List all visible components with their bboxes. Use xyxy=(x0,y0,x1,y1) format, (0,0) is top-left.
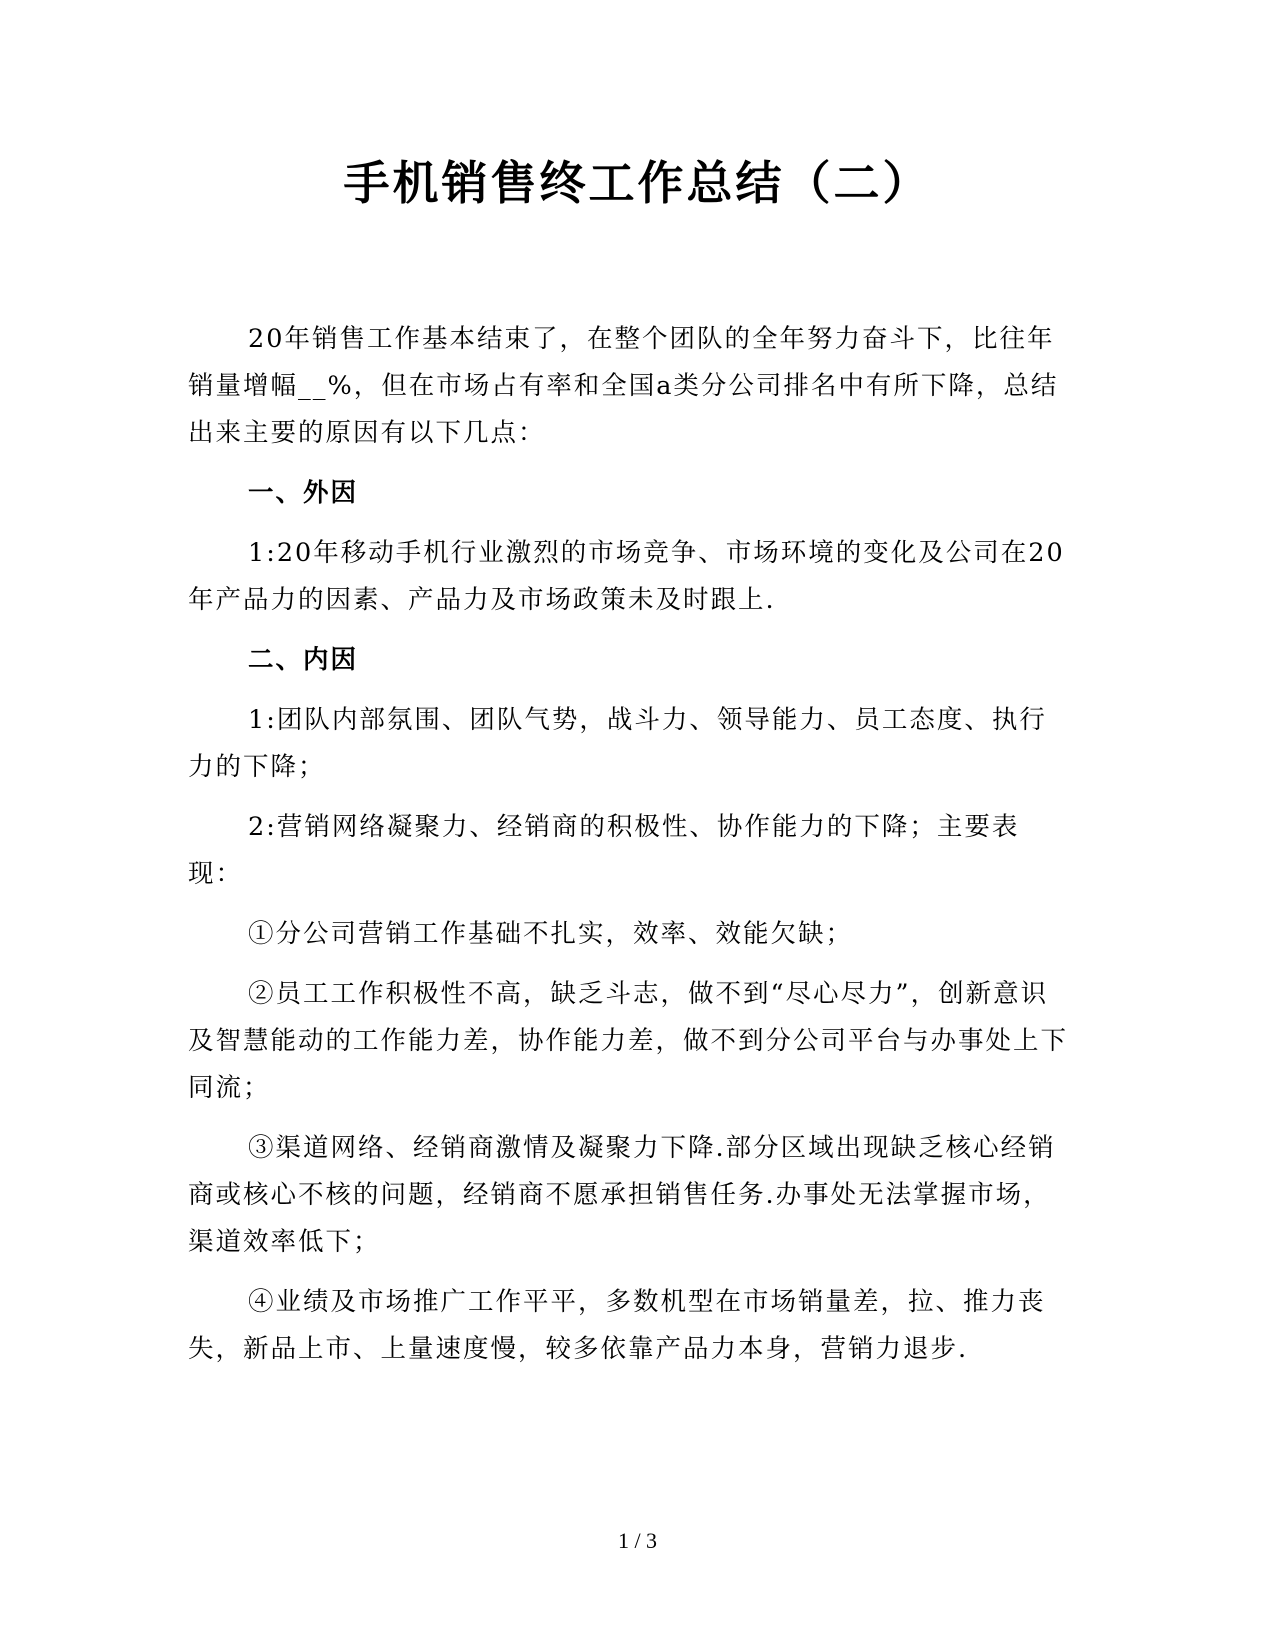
list-item-1: ①分公司营销工作基础不扎实，效率、效能欠缺； xyxy=(248,919,854,949)
internal-cause-paragraph-1: 1:团队内部氛围、团队气势，战斗力、领导能力、员工态度、执行力的下降； xyxy=(188,705,1047,782)
list-item-3: ③渠道网络、经销商激情及凝聚力下降.部分区域出现缺乏核心经销商或核心不核的问题，经销商不愿承担销售任务.办事处无法掌握市场，渠道效率低下； xyxy=(188,1133,1056,1257)
page-number: 1 / 3 xyxy=(617,1528,658,1553)
list-item-2: ②员工工作积极性不高，缺乏斗志，做不到“尽心尽力”，创新意识及智慧能动的工作能力差，协作能力差，做不到分公司平台与办事处上下同流； xyxy=(188,979,1069,1103)
section-heading-external: 一、外因 xyxy=(248,478,359,508)
section-heading-internal: 二、内因 xyxy=(248,645,359,675)
external-cause-paragraph: 1:20年移动手机行业激烈的市场竞争、市场环境的变化及公司在20年产品力的因素、产品力及市场政策未及时跟上. xyxy=(188,538,1065,615)
intro-paragraph: 20年销售工作基本结束了，在整个团队的全年努力奋斗下，比往年销量增幅__%，但在市场占有率和全国a类分公司排名中有所下降，总结出来主要的原因有以下几点： xyxy=(188,324,1059,448)
document-body xyxy=(188,316,1068,1386)
internal-cause-paragraph-2: 2:营销网络凝聚力、经销商的积极性、协作能力的下降；主要表现： xyxy=(188,812,1020,889)
list-item-4: ④业绩及市场推广工作平平，多数机型在市场销量差，拉、推力丧失，新品上市、上量速度慢，较多依靠产品力本身，营销力退步. xyxy=(188,1287,1046,1364)
document-title: 手机销售终工作总结（二） xyxy=(343,156,932,210)
